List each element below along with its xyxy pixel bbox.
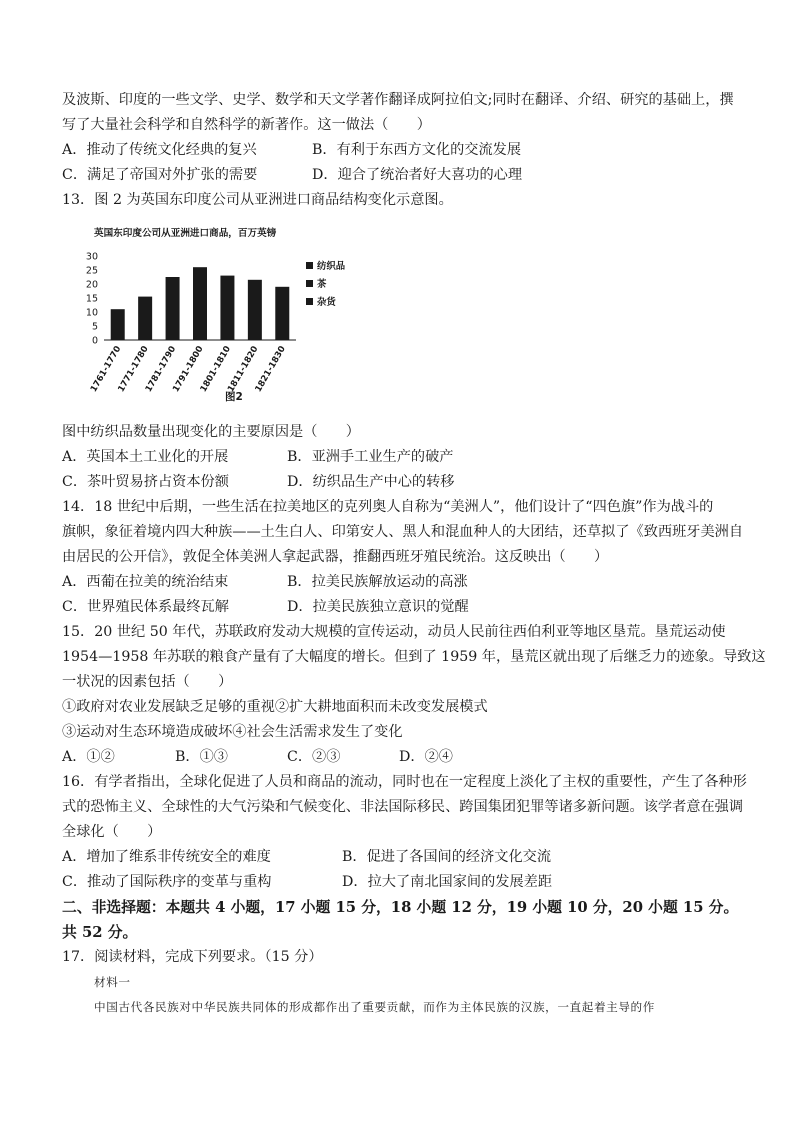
legend-swatch xyxy=(306,262,313,269)
bar-1761-1770 xyxy=(111,309,125,340)
q15-option-d: D．②④ xyxy=(399,749,453,765)
q17-stem: 17．阅读材料，完成下列要求。（15 分） xyxy=(62,949,323,965)
x-tick-label: 1801-1810 xyxy=(198,344,234,395)
bars xyxy=(111,267,290,340)
chart-title: 英国东印度公司从亚洲进口商品，百万英镑 xyxy=(94,228,277,239)
bar-1801-1810 xyxy=(220,276,234,340)
x-tick-label: 1761-1770 xyxy=(88,344,124,395)
bar-1771-1780 xyxy=(138,297,152,340)
material-1-label: 材料一 xyxy=(94,975,131,989)
legend-label: 纺织品 xyxy=(317,261,346,272)
q15-statements-1: ①政府对农业发展缺乏足够的重视②扩大耕地面积而未改变发展模式 xyxy=(62,699,488,715)
y-tick-label: 10 xyxy=(85,307,98,319)
q13-intro: 13．图 2 为英国东印度公司从亚洲进口商品结构变化示意图。 xyxy=(62,192,453,208)
q12-stem-line-2: 写了大量社会科学和自然科学的新著作。这一做法（ ） xyxy=(62,117,431,133)
x-tick-label: 1791-1800 xyxy=(171,344,206,395)
x-tick-label: 1821-1830 xyxy=(253,344,288,395)
figure-caption: 图2 xyxy=(225,391,243,403)
x-tick-label: 1811-1820 xyxy=(226,344,261,395)
q13-option-b: B．亚洲手工业生产的破产 xyxy=(287,449,454,465)
y-tick-label: 5 xyxy=(91,321,98,333)
q13-option-d: D．纺织品生产中心的转移 xyxy=(287,474,455,490)
bar-1791-1800 xyxy=(193,267,207,340)
legend-swatch xyxy=(306,298,313,305)
q14-option-c: C．世界殖民体系最终瓦解 xyxy=(62,599,229,615)
y-tick-label: 20 xyxy=(85,279,98,291)
legend-label: 杂货 xyxy=(317,297,336,308)
q14-stem-line-3: 由居民的公开信》，敦促全体美洲人拿起武器，推翻西班牙殖民统治。这反映出（ ） xyxy=(62,549,609,565)
y-tick-label: 0 xyxy=(91,335,98,347)
q16-option-c: C．推动了国际秩序的变革与重构 xyxy=(62,874,272,890)
bar-1821-1830 xyxy=(275,287,289,340)
q13-option-a: A．英国本土工业化的开展 xyxy=(62,449,229,465)
legend-swatch xyxy=(306,280,313,287)
q16-option-b: B．促进了各国间的经济文化交流 xyxy=(342,849,552,865)
y-tick-label: 30 xyxy=(85,251,98,263)
q12-option-d: D．迎合了统治者好大喜功的心理 xyxy=(312,167,523,183)
q16-option-a: A．增加了维系非传统安全的难度 xyxy=(62,849,271,865)
q16-option-d: D．拉大了南北国家间的发展差距 xyxy=(342,874,553,890)
q15-stem-line-2: 1954—1958 年苏联的粮食产量有了大幅度的增长。但到了 1959 年，垦荒区就出现了后继乏力的迹象。导致这 xyxy=(62,649,766,665)
q12-option-b: B．有利于东西方文化的交流发展 xyxy=(312,142,522,158)
x-axis-labels xyxy=(89,344,288,394)
q15-option-c: C．②③ xyxy=(287,749,341,765)
q14-option-d: D．拉美民族独立意识的觉醒 xyxy=(287,599,469,615)
q15-stem-line-3: 一状况的因素包括（ ） xyxy=(62,674,233,690)
q15-option-a: A．①② xyxy=(62,749,115,765)
q16-stem-line-2: 式的恐怖主义、全球性的大气污染和气候变化、非法国际移民、跨国集团犯罪等诸多新问题。该学者意在强调 xyxy=(62,799,744,815)
section-2-heading-2: 共 52 分。 xyxy=(62,924,138,941)
q12-option-c: C．满足了帝国对外扩张的需要 xyxy=(62,167,258,183)
material-1-text: 中国古代各民族对中华民族共同体的形成都作出了重要贡献，而作为主体民族的汉族，一直起着主导的作 xyxy=(94,1000,655,1014)
y-tick-label: 25 xyxy=(85,265,98,277)
section-2-heading-1: 二、非选择题：本题共 4 小题，17 小题 15 分，18 小题 12 分，19 小题 10 分，20 小题 15 分。 xyxy=(62,899,739,916)
q14-stem-line-2: 旗帜，象征着境内四大种族——土生白人、印第安人、黑人和混血种人的大团结，还草拟了《致西班牙美洲自 xyxy=(62,524,744,540)
q14-option-b: B．拉美民族解放运动的高涨 xyxy=(287,574,468,590)
q16-stem-line-1: 16．有学者指出，全球化促进了人员和商品的流动，同时也在一定程度上淡化了主权的重要性，产生了各种形 xyxy=(62,774,747,790)
bar-1811-1820 xyxy=(248,280,262,340)
x-tick-label: 1781-1790 xyxy=(143,344,179,395)
q14-option-a: A．西葡在拉美的统治结束 xyxy=(62,574,229,590)
x-tick-label: 1771-1780 xyxy=(116,344,151,395)
legend-label: 茶 xyxy=(317,279,327,290)
q14-stem-line-1: 14．18 世纪中后期，一些生活在拉美地区的克列奥人自称为“美洲人”，他们设计了“四色旗”作为战斗的 xyxy=(62,499,714,515)
q13-stem: 图中纺织品数量出现变化的主要原因是（ ） xyxy=(62,424,360,440)
legend xyxy=(306,260,346,308)
q16-stem-line-3: 全球化（ ） xyxy=(62,824,162,840)
q15-option-b: B．①③ xyxy=(175,749,228,765)
import-structure-chart xyxy=(70,222,360,408)
bar-1781-1790 xyxy=(166,277,180,340)
y-tick-label: 15 xyxy=(85,293,98,305)
bar-chart-svg xyxy=(70,222,360,408)
q15-statements-2: ③运动对生态环境造成破坏④社会生活需求发生了变化 xyxy=(62,724,403,740)
q12-option-a: A．推动了传统文化经典的复兴 xyxy=(62,142,257,158)
q13-option-c: C．茶叶贸易挤占资本份额 xyxy=(62,474,229,490)
q15-stem-line-1: 15．20 世纪 50 年代，苏联政府发动大规模的宣传运动，动员人民前往西伯利亚等地区垦荒。垦荒运动使 xyxy=(62,624,726,640)
q12-stem-line-1: 及波斯、印度的一些文学、史学、数学和天文学著作翻译成阿拉伯文;同时在翻译、介绍、研究的基础上，撰 xyxy=(62,92,734,108)
